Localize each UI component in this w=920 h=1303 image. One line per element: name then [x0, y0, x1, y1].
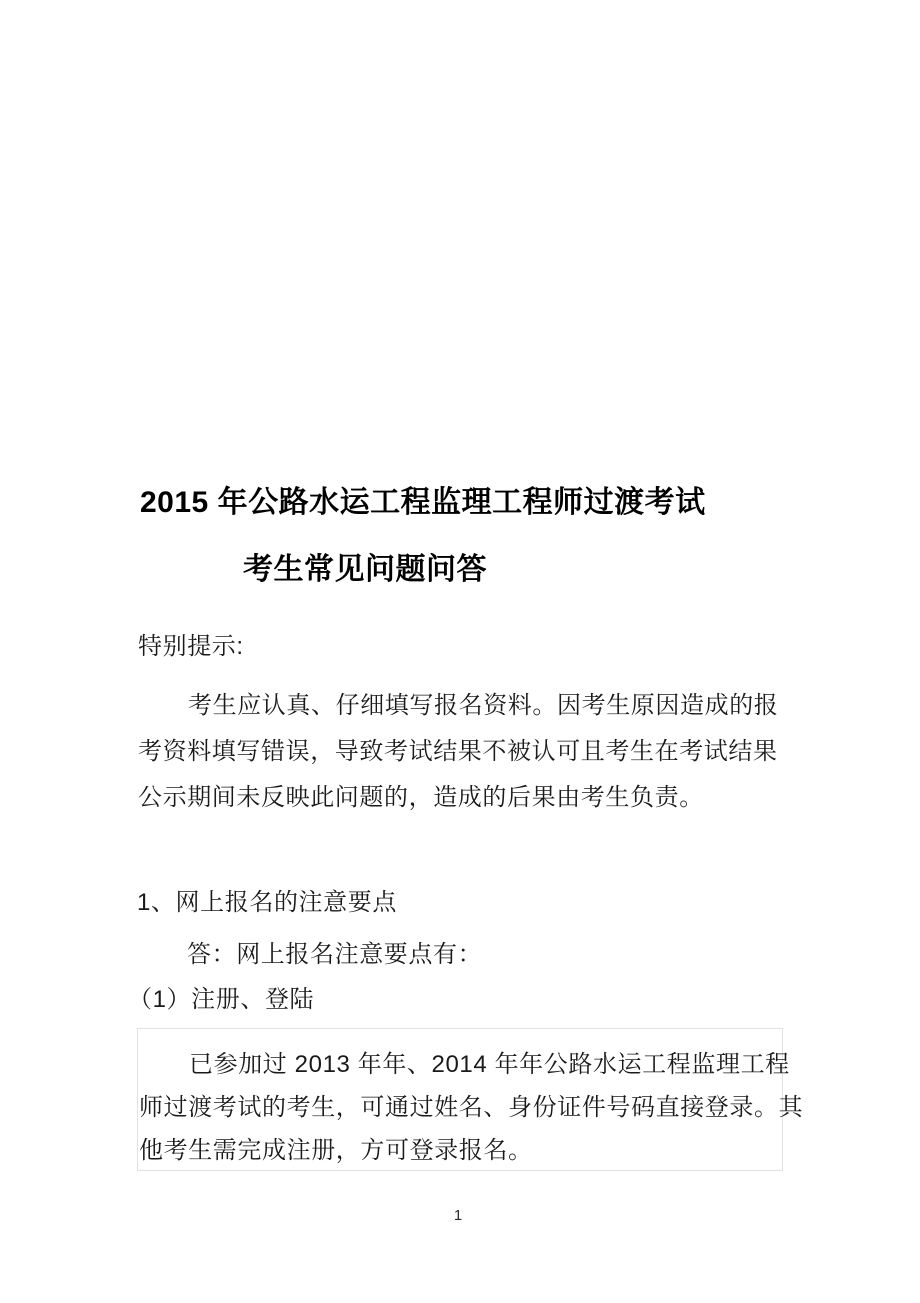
page-number: 1 [453, 1207, 463, 1224]
highlight-line: 已参加过 2013 年年、2014 年年公路水运工程监理工程 [189, 1051, 790, 1078]
question-1-item-1: （1）注册、登陆 [128, 986, 315, 1013]
question-1-answer-intro: 答：网上报名注意要点有： [187, 941, 483, 968]
document-title-line-2: 考生常见问题问答 [243, 553, 487, 586]
notice-line: 公示期间未反映此问题的，造成的后果由考生负责。 [138, 784, 704, 811]
notice-line: 考生应认真、仔细填写报名资料。因考生原因造成的报 [188, 692, 779, 719]
special-notice-label: 特别提示: [138, 633, 244, 660]
highlight-line: 他考生需完成注册，方可登录报名。 [139, 1137, 533, 1164]
notice-line: 考资料填写错误，导致考试结果不被认可且考生在考试结果 [138, 738, 778, 765]
special-notice-paragraph [138, 683, 798, 821]
highlight-line: 师过渡考试的考生，可通过姓名、身份证件号码直接登录。其 [139, 1094, 804, 1121]
document-title-line-1: 2015 年公路水运工程监理工程师过渡考试 [140, 486, 706, 519]
question-1-heading: 1、网上报名的注意要点 [137, 889, 397, 916]
highlighted-text-box [137, 1028, 804, 1171]
